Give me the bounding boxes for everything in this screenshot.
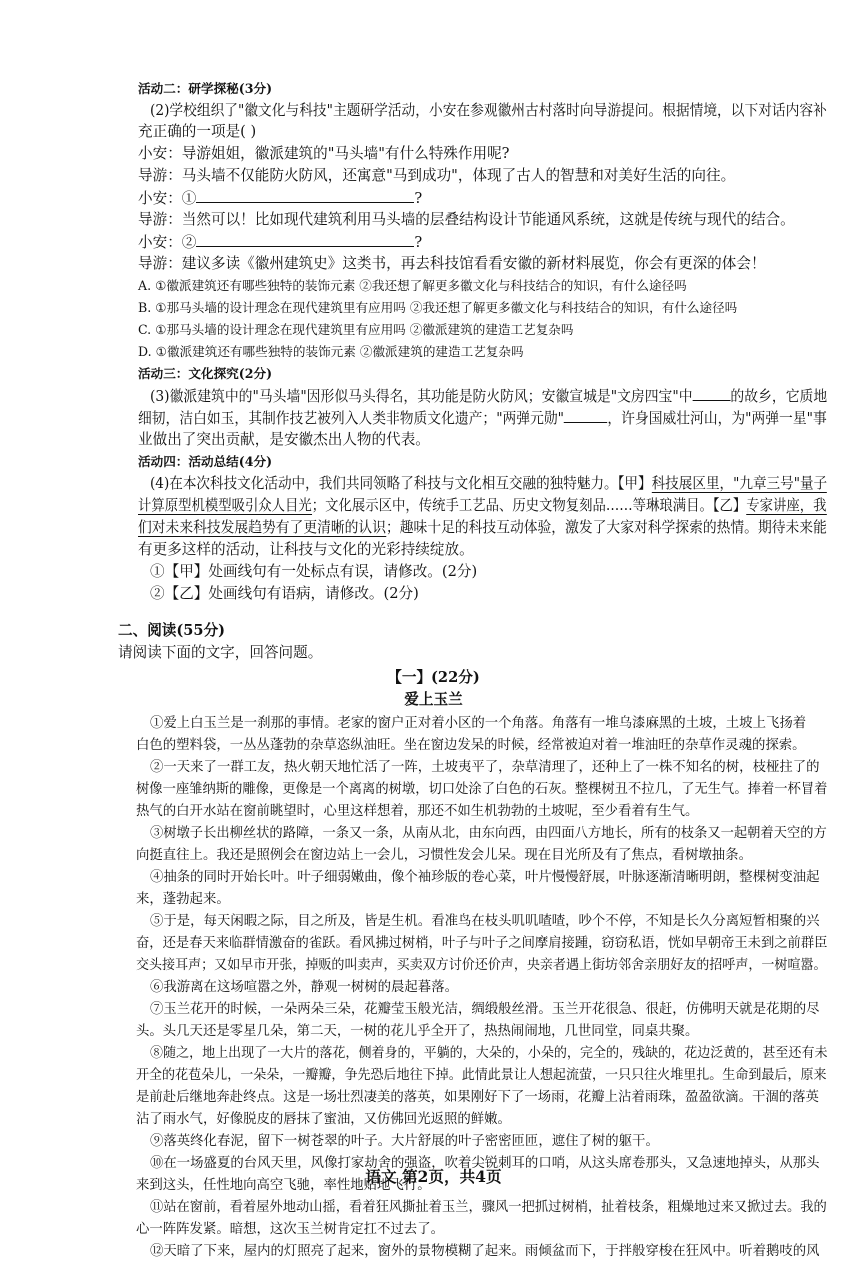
article-line: ①爱上白玉兰是一刹那的事情。老家的窗户正对着小区的一个角落。角落有一堆乌漆麻黑的土坡，土坡上飞扬着	[150, 716, 807, 731]
dialogue-5-prefix: 小安：②	[138, 234, 197, 251]
question3-line3: 业做出了突出贡献，是安徽杰出人物的代表。	[138, 431, 430, 448]
article-line: ⑨落英终化春泥，留下一树苍翠的叶子。大片舒展的叶子密密匝匝，遮住了树的躯干。	[150, 1134, 659, 1149]
q4-underline-jia-part1: 科技展区里，"九章三号"量子	[651, 475, 828, 492]
question3-line1	[150, 386, 827, 407]
reading-instruction: 请阅读下面的文字，回答问题。	[118, 644, 323, 661]
article-line: ③树墩子长出柳丝状的路障，一条又一条，从南从北，由东向西，由四面八方地长，所有的枝条又一起朝着天空的方	[150, 826, 827, 841]
q4-l2-text: ；文化展示区中，传统手工艺品、历史文物复刻品……等琳琅满目。【乙】	[311, 497, 747, 514]
q3-l2-text-b: ，许身国威壮河山，为"两弹一星"事	[607, 410, 827, 427]
question4-line3	[138, 518, 827, 538]
article-line: 树像一座雏纳斯的雕像，更像是一个离离的树墩，切口处涂了白色的石灰。整棵树丑不拉几，了无生气。捧着一杯冒着	[136, 782, 828, 797]
q4-underline-yi-part1: 专家讲座，我	[746, 497, 827, 514]
article-line: ⑤于是，每天闲暇之际，目之所及，皆是生机。看准鸟在枝头叽叽喳喳，吵个不停，不知是长久分离短暂相聚的兴	[150, 914, 820, 929]
reading-section-title: 二、阅读(55分)	[118, 622, 226, 639]
question4-line4: 有更多这样的活动，让科技与文化的光彩持续绽放。	[138, 541, 474, 558]
activity3-title: 活动三：文化探究(2分)	[138, 366, 273, 381]
article-line: ⑥我游离在这场喧嚣之外，静观一树树的晨起暮落。	[150, 980, 458, 995]
dialogue-3-prefix: 小安：①	[138, 190, 197, 207]
activity2-title: 活动二：研学探秘(3分)	[138, 81, 273, 96]
article-line: ⑫天暗了下来，屋内的灯照亮了起来，窗外的景物模糊了起来。雨倾盆而下，于拌般穿梭在狂风中。听着鹅吱的风	[150, 1244, 820, 1259]
article-line: 向挺直往上。我还是照例会在窗边站上一会儿，习惯性发会儿呆。现在目光所及有了焦点，看树墩抽条。	[136, 848, 752, 863]
article-title: 爱上玉兰	[404, 691, 463, 708]
q4-l1-text: (4)在本次科技文化活动中，我们共同领略了科技与文化相互交融的独特魅力。【甲】	[150, 475, 652, 492]
dialogue-line-6: 导游：建议多读《徽州建筑史》这类书，再去科技馆看看安徽的新材料展览，你会有更深的体会！	[138, 255, 766, 272]
q3-l2-text-a: 细韧，洁白如玉，其制作技艺被列入人类非物质文化遗产；"两弹元勋"	[138, 410, 564, 427]
reading-part-title: 【一】(22分)	[387, 669, 480, 686]
option-d[interactable]: D. ①徽派建筑还有哪些独特的装饰元素 ②徽派建筑的建造工艺复杂吗	[138, 344, 524, 359]
article-line: ⑩在一场盛夏的台风天里，风像打家劫舍的强盗，吹着尖锐刺耳的口哨，从这头席卷那头，又急速地掉头，从那头	[150, 1156, 820, 1171]
dialogue-line-1: 小安：导游姐姐，徽派建筑的"马头墙"有什么特殊作用呢?	[138, 145, 510, 162]
article-line: 来，蓬勃起来。	[136, 892, 230, 907]
q4-underline-yi-part2: 们对未来科技发展趋势有了更清晰的认识	[138, 519, 386, 536]
article-line: 开全的花苞朵儿，一朵朵，一瓣瓣，争先恐后地往下掉。此情此景让人想起流萤，一只只往火堆里扎。生命到最后，原来	[136, 1068, 827, 1083]
question2-line2: 充正确的一项是( )	[138, 123, 257, 140]
article-line: 心一阵阵发紧。暗想，这次玉兰树肯定扛不过去了。	[136, 1222, 444, 1237]
question4-line2	[138, 496, 826, 516]
question4-line1	[150, 474, 827, 494]
article-line: 奋，还是春天来临群情激奋的雀跃。看风拂过树梢，叶子与叶子之间摩肩接踵，窃窃私语，恍如早朝帝王未到之前群臣	[136, 936, 828, 951]
article-line: 是前赴后继地奔赴终点。这是一场壮烈凄美的落英，如果刚好下了一场雨，花瓣上沾着雨珠，盈盈欲滴。干涸的落英	[136, 1090, 819, 1105]
question4-sub1: ①【甲】处画线句有一处标点有误，请修改。(2分)	[150, 563, 478, 580]
question4-sub2: ②【乙】处画线句有语病，请修改。(2分)	[150, 585, 419, 602]
article-line: ④抽条的同时开始长叶。叶子细弱嫩曲，像个袖珍版的卷心菜，叶片慢慢舒展，叶脉逐渐清晰明朗，整棵树变油起	[150, 870, 820, 885]
article-line: ⑪站在窗前，看着屋外地动山摇，看着狂风撕扯着玉兰，骤风一把抓过树梢，扯着枝条，粗燥地过来又掀过去。我的	[150, 1200, 827, 1215]
article-line: 交头接耳声；又如早市开张，掉贩的叫卖声，买卖双方讨价还价声，央亲者遇上街坊邻舍亲朋好友的招呼声，一树喧嚣。	[136, 958, 827, 973]
article-line: ②一天来了一群工友，热火朝天地忙活了一阵，土坡夷平了，杂草清理了，还种上了一株不知名的树，枝桠拄了的	[150, 760, 820, 775]
dialogue-line-4: 导游：当然可以！比如现代建筑利用马头墙的层叠结构设计节能通风系统，这就是传统与现代的结合。	[138, 211, 795, 228]
answer-blank-3[interactable]	[693, 386, 731, 401]
article-line: 沾了雨水气，好像脱皮的唇抹了蜜油，又仿佛回光返照的鲜嫩。	[136, 1112, 511, 1127]
article-line: 热气的白开水站在窗前眺望时，心里这样想着，那还不如生机勃勃的土坡呢，至少看着有生气。	[136, 804, 699, 819]
dialogue-3-suffix: ?	[414, 190, 423, 207]
q4-underline-jia-part2: 计算原型机模型吸引众人目光	[138, 497, 312, 514]
option-a[interactable]: A. ①徽派建筑还有哪些独特的装饰元素 ②我还想了解更多徽文化与科技结合的知识，有什么途径吗	[138, 278, 687, 293]
answer-blank-2[interactable]	[196, 232, 414, 247]
dialogue-5-suffix: ?	[414, 234, 423, 251]
page-footer: 语文 第2页，共4页	[365, 1167, 502, 1186]
article-line: 白色的塑料袋，一丛丛蓬勃的杂草恣纵油旺。坐在窗边发呆的时候，经常被迫对着一堆油旺的杂草作灵魂的探索。	[136, 738, 806, 753]
article-line: 头。头几天还是零星几朵，第二天，一树的花儿乎全开了，热热闹闹地，几世同堂，同桌共聚。	[136, 1024, 699, 1039]
q3-l1-text-a: (3)徽派建筑中的"马头墙"因形似马头得名，其功能是防火防风；安徽宣城是"文房四宝"中	[150, 388, 693, 405]
answer-blank-4[interactable]	[564, 408, 607, 423]
answer-blank-1[interactable]	[196, 188, 414, 203]
article-line: 来到这头，任性地向高空飞驰，率性地贴地飞行。	[136, 1178, 431, 1193]
option-b[interactable]: B. ①那马头墙的设计理念在现代建筑里有应用吗 ②我还想了解更多徽文化与科技结合的知识，有什么途径吗	[138, 300, 738, 315]
option-c[interactable]: C. ①那马头墙的设计理念在现代建筑里有应用吗 ②徽派建筑的建造工艺复杂吗	[138, 322, 574, 337]
q3-l1-text-b: 的故乡，它质地	[730, 388, 828, 405]
dialogue-line-5	[138, 232, 422, 253]
dialogue-line-2: 导游：马头墙不仅能防火防风，还寓意"马到成功"，体现了古人的智慧和对美好生活的向往。	[138, 167, 736, 184]
activity4-title: 活动四：活动总结(4分)	[138, 454, 273, 469]
question3-line2	[138, 408, 827, 429]
q4-l3-text: ；趣味十足的科技互动体验，激发了大家对科学探索的热情。期待未来能	[385, 519, 827, 536]
question2-line1: (2)学校组织了"徽文化与科技"主题研学活动，小安在参观徽州古村落时向导游提问。根据情境，以下对话内容补	[150, 102, 827, 119]
article-line: ⑦玉兰花开的时候，一朵两朵三朵，花瓣莹玉般光洁，绸缎般丝滑。玉兰开花很急、很赶，仿佛明天就是花期的尽	[150, 1002, 820, 1017]
article-line: ⑧随之，地上出现了一大片的落花，侧着身的，平躺的，大朵的，小朵的，完全的，残缺的，花边泛黄的，甚至还有未	[150, 1046, 828, 1061]
dialogue-line-3	[138, 188, 422, 209]
